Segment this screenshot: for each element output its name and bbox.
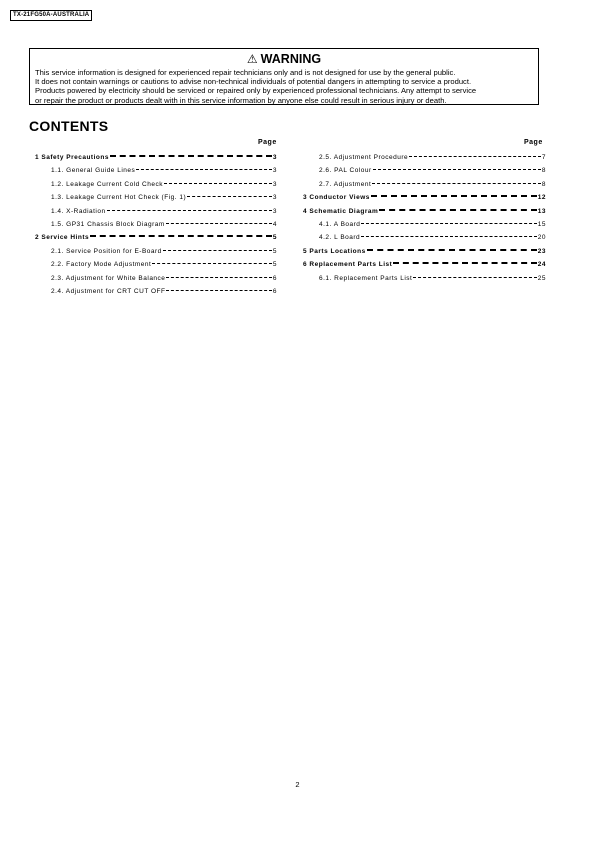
toc-entry[interactable] [35, 234, 277, 242]
toc-entry-page: 24 [537, 261, 546, 269]
toc-leader [393, 262, 536, 264]
toc-entry-label: 2.6. PAL Colour [319, 167, 372, 175]
toc-leader [379, 209, 537, 211]
toc-entry-page: 12 [537, 194, 546, 202]
toc-entry[interactable] [51, 194, 277, 202]
toc-entry-label: 4.1. A Board [319, 221, 361, 228]
toc-entry-page: 5 [272, 247, 277, 255]
toc-entry-page: 3 [272, 167, 277, 175]
toc-entry[interactable] [51, 275, 277, 283]
toc-entry-label: 2.5. Adjustment Procedure [319, 154, 409, 161]
toc-leader [361, 236, 537, 237]
toc-entry-page: 3 [272, 207, 277, 215]
toc-entry[interactable] [303, 248, 546, 256]
toc-entry-label: 1.2. Leakage Current Cold Check [51, 180, 163, 188]
toc-entry[interactable] [51, 208, 277, 216]
toc-leader [136, 169, 272, 170]
toc-leader [413, 277, 536, 278]
warning-text [35, 68, 534, 105]
toc-entry-label: 2.3. Adjustment for White Balance [51, 274, 166, 282]
toc-leader [90, 235, 272, 237]
toc-leader [367, 249, 537, 251]
toc-leader [373, 169, 541, 170]
warning-title: WARNING [260, 52, 322, 66]
toc-entry-label: 2.2. Factory Mode Adjustment [51, 261, 152, 269]
page-number: 2 [295, 780, 300, 789]
toc-entry[interactable] [51, 221, 277, 229]
toc-entry-page: 3 [272, 194, 277, 202]
toc-entry-label: 2.1. Service Position for E-Board [51, 247, 162, 255]
contents-title: CONTENTS [29, 118, 109, 134]
toc-leader [166, 277, 271, 278]
warning-line: It does not contain warnings or cautions to advise non-technical individuals of potential dangers in attempting to service a product. [35, 77, 472, 87]
toc-entry-page: 4 [272, 221, 277, 228]
toc-entry-label: 2.7. Adjustment [319, 180, 372, 188]
toc-entry-label: 1.4. X-Radiation [51, 207, 106, 215]
toc-entry[interactable] [319, 154, 546, 162]
warning-triangle-icon: ⚠ [246, 52, 258, 66]
toc-entry-page: 3 [272, 154, 277, 161]
toc-entry-page: 5 [272, 261, 277, 269]
toc-entry-page: 5 [272, 234, 277, 242]
toc-entry-page: 15 [537, 221, 546, 228]
toc-entry-page: 23 [537, 247, 546, 255]
toc-entry-page: 7 [541, 154, 546, 161]
toc-leader [107, 210, 272, 211]
toc-entry-page: 6 [272, 274, 277, 282]
toc-entry[interactable] [303, 208, 546, 216]
toc-entry-page: 8 [541, 167, 546, 175]
toc-entry-page: 20 [537, 234, 546, 242]
toc-entry-label: 5 Parts Locations [303, 247, 366, 255]
toc-entry-page: 8 [541, 180, 546, 188]
toc-entry-label: 1.3. Leakage Current Hot Check (Fig. 1) [51, 194, 187, 202]
toc-entry[interactable] [319, 234, 546, 242]
toc-entry-label: 2.4. Adjustment for CRT CUT OFF [51, 288, 166, 295]
toc-entry-page: 25 [537, 274, 546, 282]
toc-entry-label: 4.2. L Board [319, 234, 361, 242]
toc-entry[interactable] [319, 167, 546, 175]
toc-entry[interactable] [35, 154, 277, 162]
warning-line: or repair the product or products dealt with in this service information by anyone else could result in serious injury or death. [35, 95, 447, 105]
toc-entry-label: 4 Schematic Diagram [303, 207, 379, 215]
page-column-header-right: Page [524, 139, 543, 146]
toc-leader [152, 263, 272, 264]
toc-entry[interactable] [51, 288, 277, 296]
toc-entry[interactable] [51, 167, 277, 175]
toc-entry[interactable] [303, 194, 546, 202]
toc-entry-label: 2 Service Hints [35, 234, 90, 242]
toc-leader [163, 250, 272, 251]
warning-line: Products powered by electricity should be serviced or repaired only by experienced professional technicians. Any attempt to service [35, 86, 477, 96]
warning-title-row [30, 52, 538, 66]
model-tag: TX-21FG50A-AUSTRALIA [10, 10, 92, 21]
toc-entry-label: 1.1. General Guide Lines [51, 167, 136, 175]
toc-entry[interactable] [303, 261, 546, 269]
toc-entry[interactable] [51, 261, 277, 269]
page-column-header-left: Page [258, 139, 277, 146]
toc-leader [372, 183, 541, 184]
toc-entry-label: 1.5. GP31 Chassis Block Diagram [51, 221, 165, 228]
warning-line: This service information is designed for experienced repair technicians only and is not designed for use by the general public. [35, 68, 456, 77]
toc-entry-label: 6 Replacement Parts List [303, 261, 393, 269]
toc-leader [371, 195, 537, 197]
toc-leader [187, 196, 272, 197]
toc-leader [164, 183, 272, 184]
toc-entry[interactable] [319, 275, 546, 283]
toc-entry[interactable] [51, 181, 277, 189]
toc-entry[interactable] [319, 221, 546, 229]
toc-leader [110, 155, 272, 157]
toc-entry-page: 3 [272, 180, 277, 188]
toc-entry-label: 1 Safety Precautions [35, 154, 109, 161]
toc-leader [166, 290, 271, 291]
toc-entry-page: 6 [272, 288, 277, 295]
toc-leader [361, 223, 536, 224]
toc-leader [409, 156, 541, 157]
warning-box [29, 48, 539, 105]
toc-entry[interactable] [319, 181, 546, 189]
toc-entry-page: 13 [537, 207, 546, 215]
toc-entry-label: 3 Conductor Views [303, 194, 370, 202]
toc-entry[interactable] [51, 248, 277, 256]
toc-entry-label: 6.1. Replacement Parts List [319, 274, 413, 282]
toc-leader [166, 223, 272, 224]
